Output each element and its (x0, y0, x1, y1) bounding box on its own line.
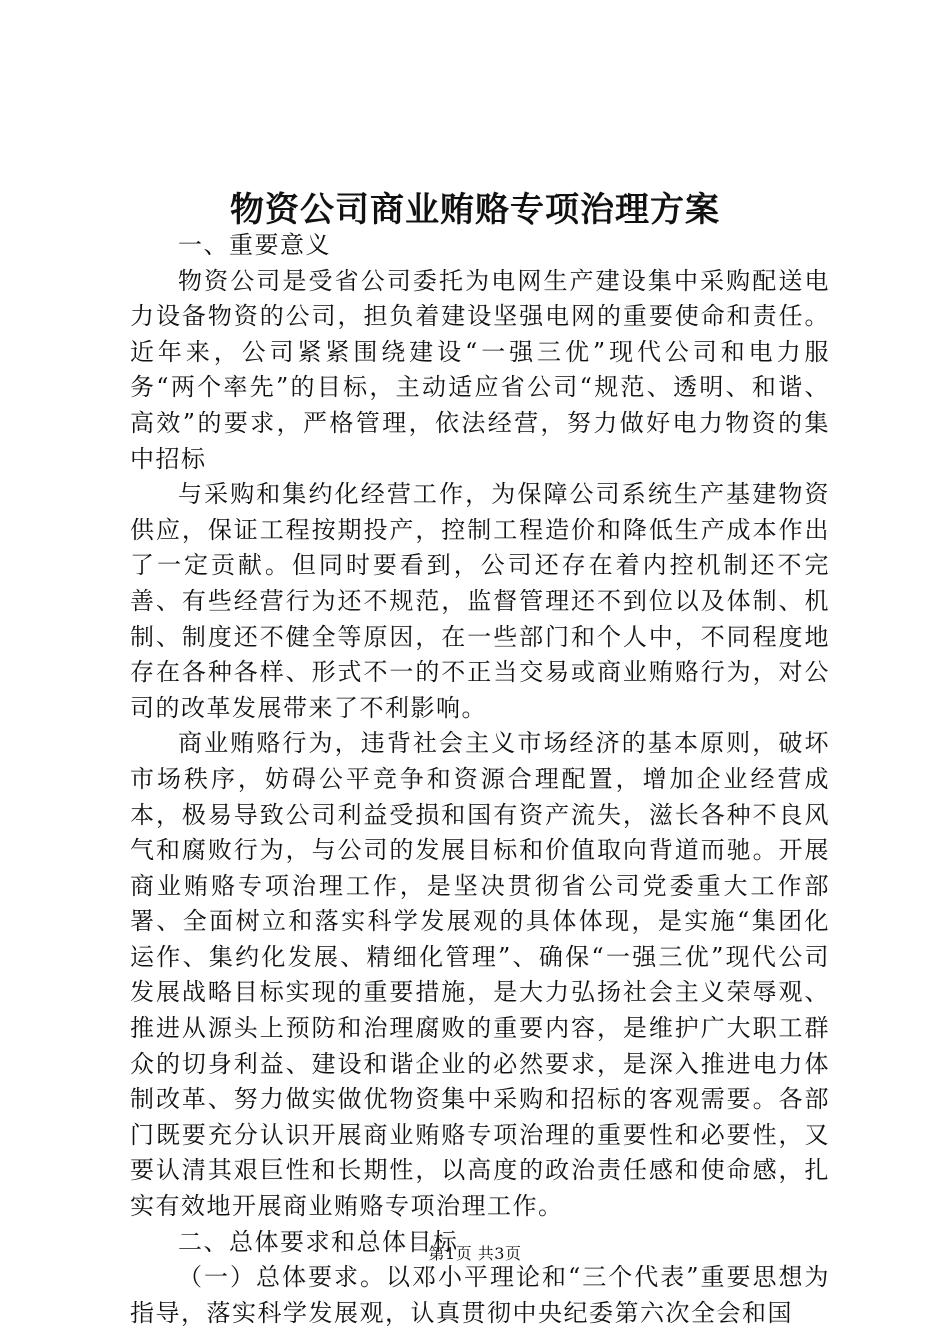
paragraph: 商业贿赂行为，违背社会主义市场经济的基本原则，破坏市场秩序，妨碍公平竞争和资源合理配置，增加企业经营成本，极易导致公司利益受损和国有资产流失，滋长各种不良风气和腐败行为，与公司的发展目标和价值取向背道而驰。开展商业贿赂专项治理工作，是坚决贯彻省公司党委重大工作部署、全面树立和落实科学发展观的具体体现，是实施“集团化运作、集约化发展、精细化管理”、确保“一强三优”现代公司发展战略目标实现的重要措施，是大力弘扬社会主义荣辱观、推进从源头上预防和治理腐败的重要内容，是维护广大职工群众的切身利益、建设和谐企业的必然要求，是深入推进电力体制改革、努力做实做优物资集中采购和招标的客观需要。各部门既要充分认识开展商业贿赂专项治理的重要性和必要性，又要认清其艰巨性和长期性，以高度的政治责任感和使命感，扎实有效地开展商业贿赂专项治理工作。 (130, 729, 830, 1221)
paragraph: 物资公司是受省公司委托为电网生产建设集中采购配送电力设备物资的公司，担负着建设坚强电网的重要使命和责任。近年来，公司紧紧围绕建设“一强三优”现代公司和电力服务“两个率先”的目标，主动适应省公司“规范、透明、和谐、高效”的要求，严格管理，依法经营，努力做好电力物资的集中招标 (130, 266, 830, 473)
page-footer: 第1页 共3页 (428, 1244, 522, 1263)
section-heading-requirements: 二、总体要求和总体目标 (178, 1227, 459, 1256)
document-body (130, 228, 830, 1331)
section-heading-importance: 一、重要意义 (178, 231, 331, 259)
paragraph: （一）总体要求。以邓小平理论和“三个代表”重要思想为指导，落实科学发展观，认真贯彻中央纪委第六次全会和国 (130, 1263, 830, 1327)
paragraph: 与采购和集约化经营工作，为保障公司系统生产基建物资供应，保证工程按期投产，控制工程造价和降低生产成本作出了一定贡献。但同时要看到，公司还存在着内控机制还不完善、有些经营行为还不规范，监督管理还不到位以及体制、机制、制度还不健全等原因，在一些部门和个人中，不同程度地存在各种各样、形式不一的不正当交易或商业贿赂行为，对公司的改革发展带来了不利影响。 (130, 480, 830, 722)
document-title: 物资公司商业贿赂专项治理方案 (230, 190, 720, 230)
